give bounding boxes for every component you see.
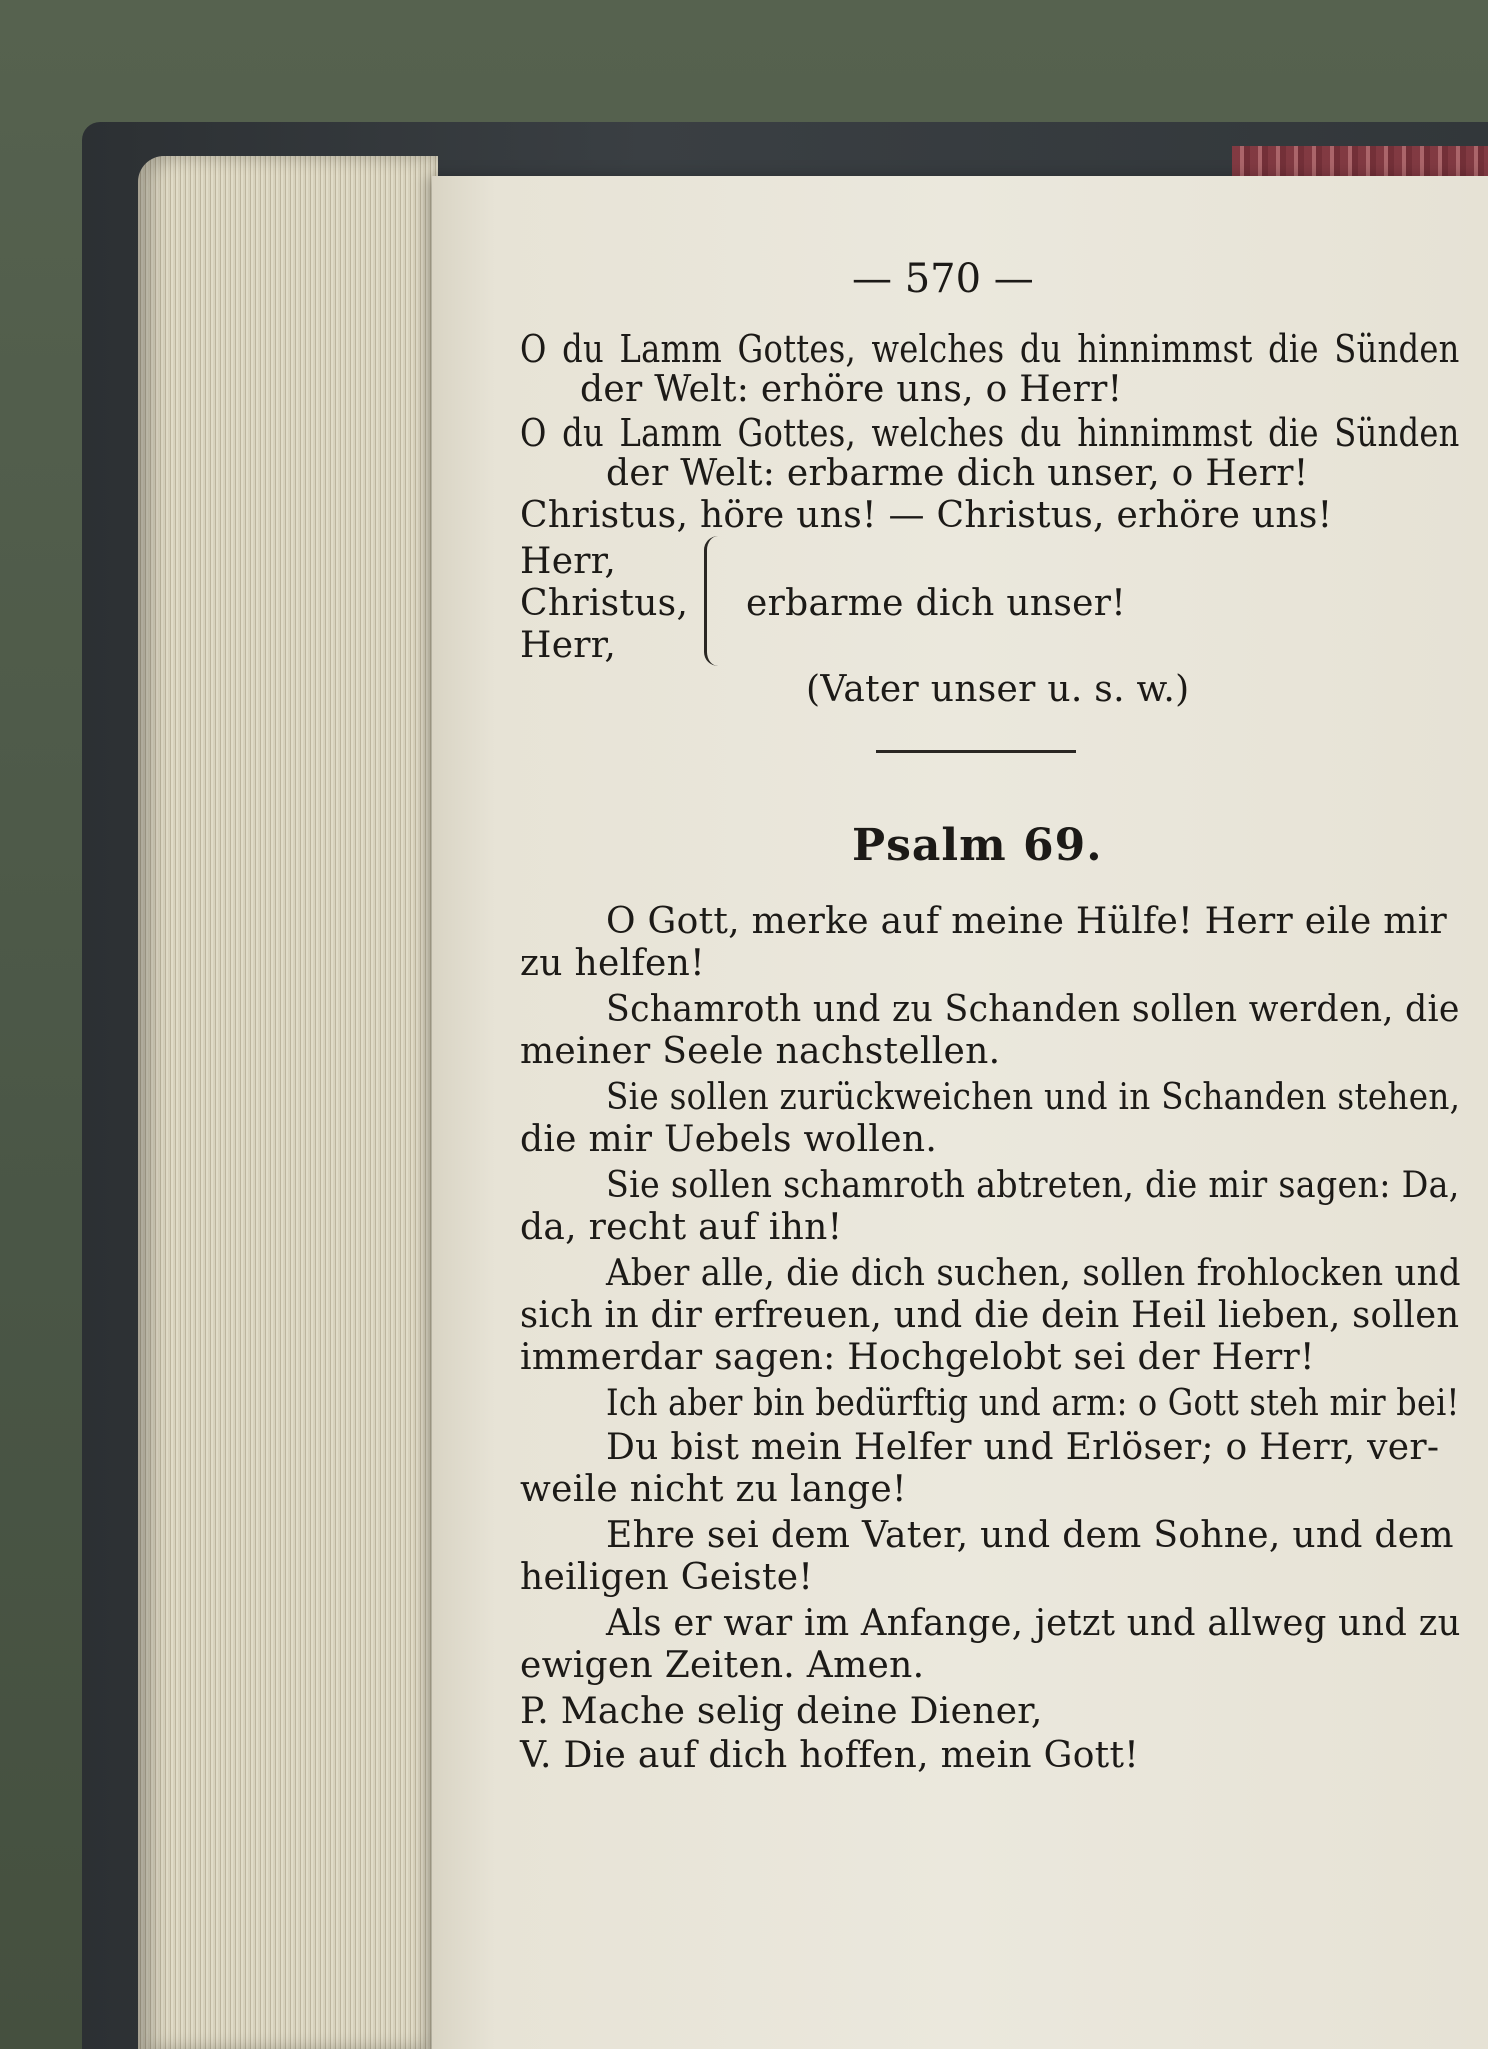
- psalm-line: heiligen Geiste!: [520, 1557, 814, 1598]
- section-divider: [876, 750, 1076, 753]
- litany-line: der Welt: erbarme dich unser, o Herr!: [606, 453, 1309, 494]
- psalm-line: Als er war im Anfange, jetzt und allweg und zu: [606, 1603, 1461, 1644]
- psalm-line: Schamroth und zu Schanden sollen werden, die: [606, 989, 1460, 1030]
- litany-line: O du Lamm Gottes, welches du hinnimmst die Sünden: [520, 327, 1460, 371]
- psalm-line: Sie sollen schamroth abtreten, die mir sagen: Da,: [606, 1165, 1460, 1206]
- psalm-line: da, recht auf ihn!: [520, 1207, 843, 1248]
- psalm-line: immerdar sagen: Hochgelobt sei der Herr!: [520, 1337, 1315, 1378]
- page-number: — 570 —: [852, 256, 1034, 302]
- psalm-line: sich in dir erfreuen, und die dein Heil lieben, sollen: [520, 1295, 1460, 1336]
- psalm-heading: Psalm 69.: [852, 820, 1103, 871]
- litany-line: der Welt: erhöre uns, o Herr!: [580, 369, 1123, 410]
- litany-line: Christus, höre uns! — Christus, erhöre uns!: [520, 495, 1333, 536]
- psalm-line: Ich aber bin bedürftig und arm: o Gott steh mir bei!: [606, 1383, 1460, 1424]
- psalm-line: ewigen Zeiten. Amen.: [520, 1645, 925, 1686]
- brace-left-word: Herr,: [520, 541, 617, 582]
- psalm-line: zu helfen!: [520, 943, 705, 984]
- psalm-line: weile nicht zu lange!: [520, 1469, 907, 1510]
- psalm-line: O Gott, merke auf meine Hülfe! Herr eile mir: [606, 901, 1448, 942]
- brace-left-word: Herr,: [520, 625, 617, 666]
- curly-brace: [704, 536, 731, 666]
- psalm-line: Sie sollen zurückweichen und in Schanden stehen,: [606, 1077, 1461, 1118]
- psalm-line: P. Mache selig deine Diener,: [520, 1691, 1043, 1732]
- psalm-line: V. Die auf dich hoffen, mein Gott!: [520, 1735, 1139, 1776]
- psalm-line: Aber alle, die dich suchen, sollen frohlocken und: [606, 1253, 1461, 1294]
- psalm-line: meiner Seele nachstellen.: [520, 1031, 1001, 1072]
- page-edges: [138, 156, 438, 2049]
- brace-left-word: Christus,: [520, 583, 689, 624]
- psalm-line: Du bist mein Helfer und Erlöser; o Herr, ver-: [606, 1427, 1440, 1468]
- psalm-line: die mir Uebels wollen.: [520, 1119, 938, 1160]
- psalm-line: Ehre sei dem Vater, und dem Sohne, und dem: [606, 1515, 1454, 1556]
- vater-unser-note: (Vater unser u. s. w.): [806, 669, 1190, 710]
- brace-right-text: erbarme dich unser!: [746, 583, 1126, 624]
- litany-line: O du Lamm Gottes, welches du hinnimmst die Sünden: [520, 411, 1460, 455]
